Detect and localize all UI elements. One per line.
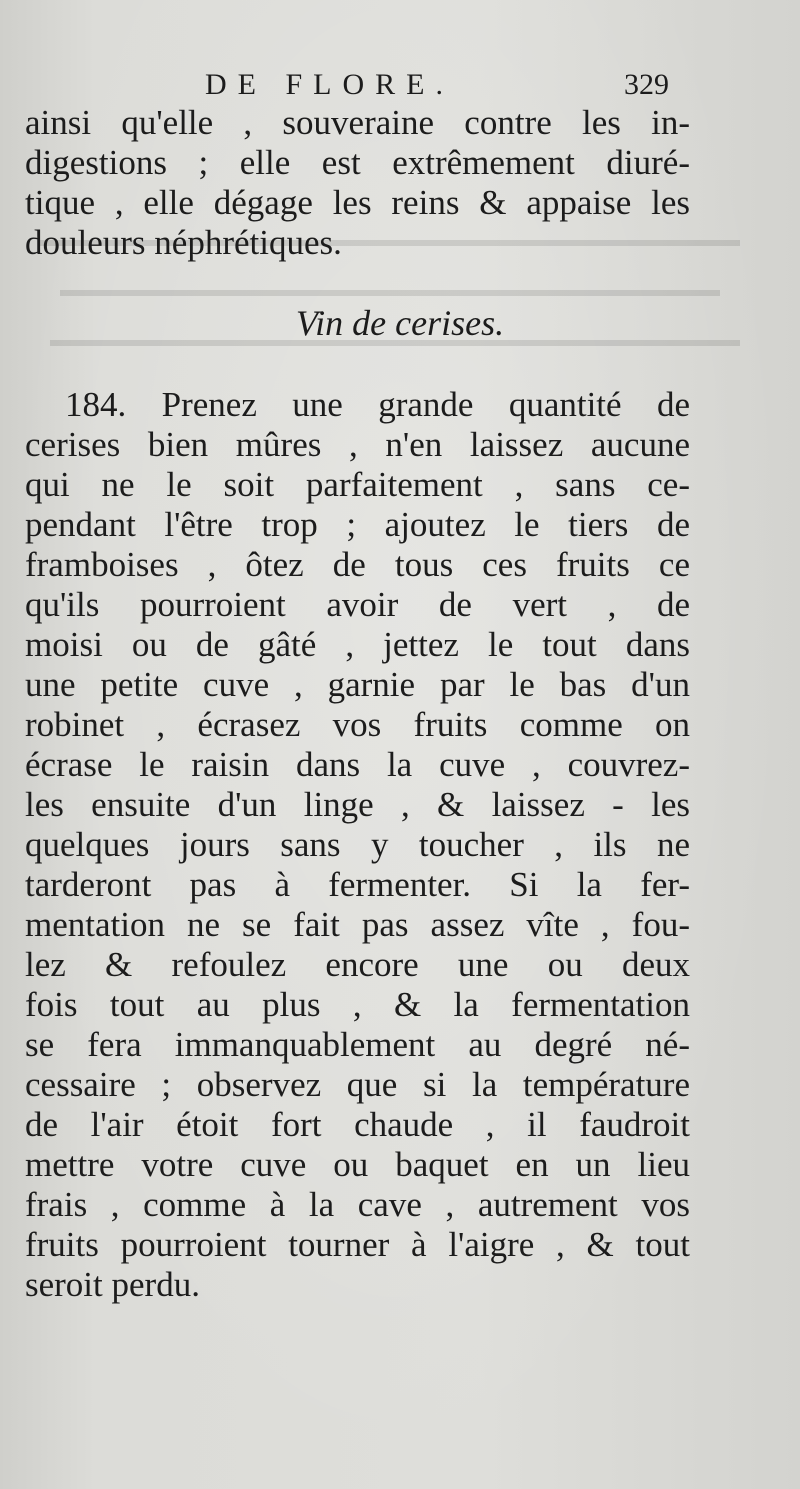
text-line: de l'air étoit fort chaude , il faudroit <box>25 1105 690 1144</box>
text-line: framboises , ôtez de tous ces fruits ce <box>25 545 690 584</box>
text-line: ainsi qu'elle , souveraine contre les in- <box>25 103 690 142</box>
text-line: robinet , écrasez vos fruits comme on <box>25 705 690 744</box>
text-line: fruits pourroient tourner à l'aigre , & tout <box>25 1225 690 1264</box>
text-line: seroit perdu. <box>25 1265 200 1304</box>
text-line: écrase le raisin dans la cuve , couvrez- <box>25 745 690 784</box>
text-line: pendant l'être trop ; ajoutez le tiers de <box>25 505 690 544</box>
text-line: tique , elle dégage les reins & appaise les <box>25 183 690 222</box>
text-line: tarderont pas à fermenter. Si la fer- <box>25 865 690 904</box>
text-line: mettre votre cuve ou baquet en un lieu <box>25 1145 690 1184</box>
text-line: frais , comme à la cave , autrement vos <box>25 1185 690 1224</box>
text-line: les ensuite d'un linge , & laissez - les <box>25 785 690 824</box>
section-title: Vin de cerises. <box>295 303 505 343</box>
text-line: cerises bien mûres , n'en laissez aucune <box>25 425 690 464</box>
text-line: lez & refoulez encore une ou deux <box>25 945 690 984</box>
text-line: cessaire ; observez que si la température <box>25 1065 690 1104</box>
text-line: douleurs néphrétiques. <box>25 223 342 262</box>
text-line: une petite cuve , garnie par le bas d'un <box>25 665 690 704</box>
page-number: 329 <box>624 68 669 101</box>
text-line: fois tout au plus , & la fermentation <box>25 985 690 1024</box>
text-line: quelques jours sans y toucher , ils ne <box>25 825 690 864</box>
text-line: moisi ou de gâté , jettez le tout dans <box>25 625 690 664</box>
text-line: 184. Prenez une grande quantité de <box>65 385 690 424</box>
text-line: mentation ne se fait pas assez vîte , fou- <box>25 905 690 944</box>
text-line: se fera immanquablement au degré né- <box>25 1025 690 1064</box>
text-line: qui ne le soit parfaitement , sans ce- <box>25 465 690 504</box>
text-line: qu'ils pourroient avoir de vert , de <box>25 585 690 624</box>
running-head: DE FLORE. <box>205 68 454 101</box>
text-line: digestions ; elle est extrêmement diuré- <box>25 143 690 182</box>
